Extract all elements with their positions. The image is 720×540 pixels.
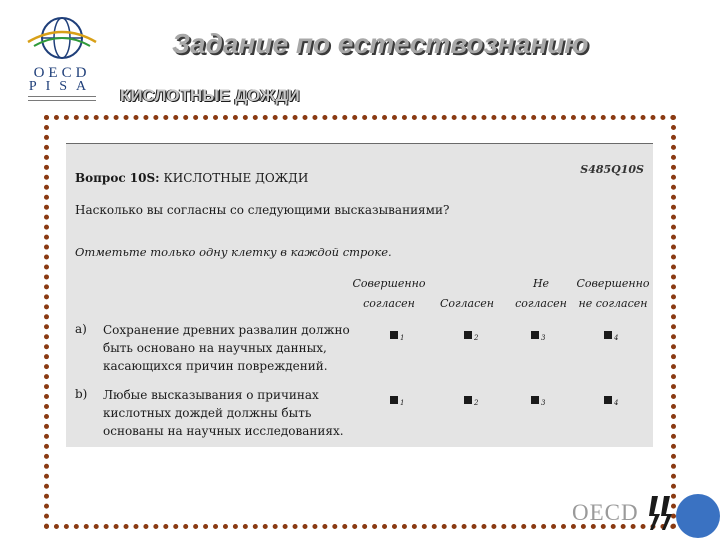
logo-tagline-rule: [28, 96, 96, 101]
answer-checkbox[interactable]: [604, 396, 612, 404]
question-name: КИСЛОТНЫЕ ДОЖДИ: [163, 171, 309, 185]
globe-icon: [26, 12, 98, 64]
question-title: [75, 171, 308, 185]
answer-checkbox[interactable]: [390, 331, 398, 339]
answer-checkbox[interactable]: [531, 331, 539, 339]
question-number: Вопрос 10S:: [75, 171, 160, 185]
column-header-strongly-agree: Совершенно согласен: [352, 277, 426, 310]
flag-marks-icon: [648, 494, 678, 532]
question-text: Насколько вы согласны со следующими высказываниями?: [75, 203, 450, 217]
slide-title: Задание по естествознанию: [172, 28, 589, 59]
answer-code: 1: [400, 399, 405, 407]
answer-checkbox[interactable]: [464, 331, 472, 339]
slide-subtitle: КИСЛОТНЫЕ ДОЖДИ: [120, 86, 300, 105]
row-statement: Любые высказывания о причинах кислотных дождей должны быть основаны на научных исследованиях.: [103, 388, 344, 438]
blue-circle-decoration: [676, 494, 720, 538]
row-label: a): [75, 322, 87, 336]
answer-code: 2: [474, 399, 479, 407]
column-header-disagree: Не согласен: [515, 277, 567, 310]
oecd-footer-logo: OECD: [572, 500, 639, 525]
question-panel: [66, 143, 653, 447]
answer-checkbox[interactable]: [390, 396, 398, 404]
answer-code: 4: [614, 334, 619, 342]
question-instruction: Отметьте только одну клетку в каждой строке.: [75, 245, 392, 259]
row-label: b): [75, 387, 88, 401]
answer-code: 4: [614, 399, 619, 407]
answer-checkbox[interactable]: [531, 396, 539, 404]
row-statement: Сохранение древних развалин должно быть основано на научных данных, касающихся причин повреждений.: [103, 323, 350, 373]
column-header-strongly-disagree: Совершенно не согласен: [576, 277, 650, 310]
answer-code: 3: [541, 399, 546, 407]
answer-code: 2: [474, 334, 479, 342]
answer-checkbox[interactable]: [604, 331, 612, 339]
logo-oecd-text: OECD: [33, 65, 91, 81]
answer-code: 1: [400, 334, 405, 342]
question-code: S485Q10S: [580, 163, 644, 176]
answer-checkbox[interactable]: [464, 396, 472, 404]
logo-pisa-text: PISA: [28, 79, 96, 94]
oecd-pisa-logo: [26, 12, 98, 100]
column-header-agree: Согласен: [439, 297, 495, 310]
answer-code: 3: [541, 334, 546, 342]
